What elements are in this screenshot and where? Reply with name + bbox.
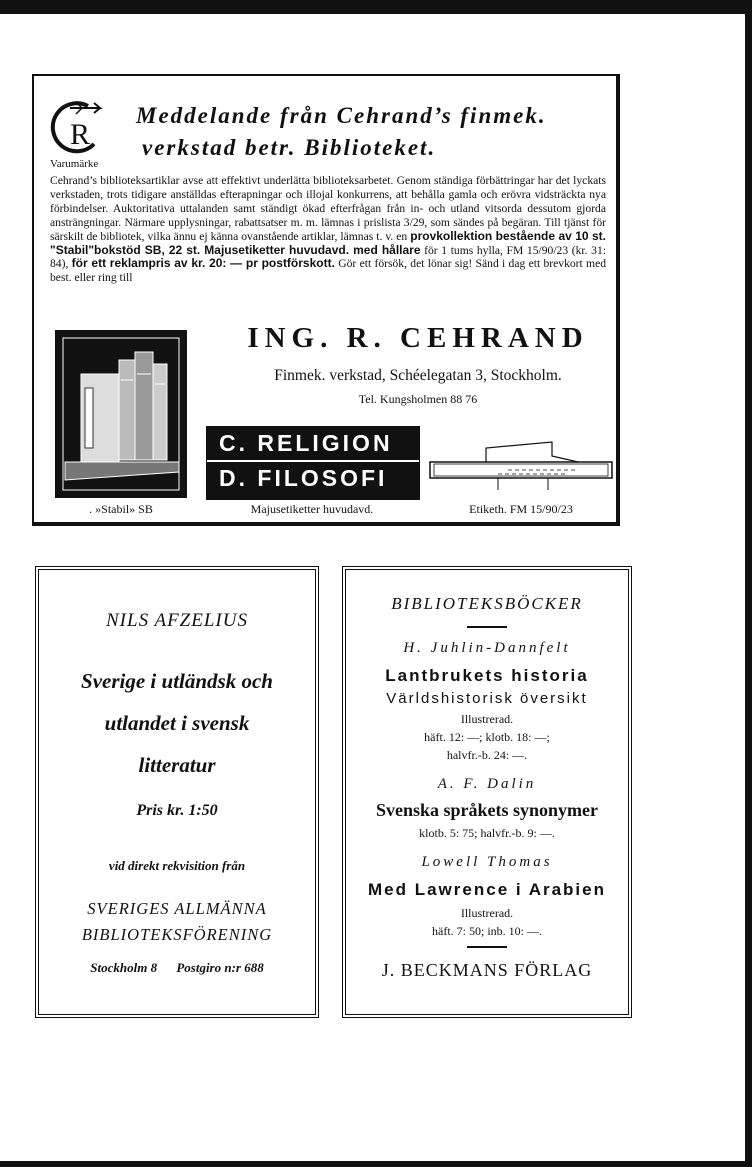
book3-author: Lowell Thomas [421,854,553,870]
book3-title: Med Lawrence i Arabien [368,880,606,899]
company-telephone: Tel. Kungsholmen 88 76 [358,392,478,406]
city: Stockholm 8 [90,960,158,975]
book1-subtitle: Världshistorisk översikt [386,690,588,707]
book3-price: häft. 7: 50; inb. 10: —. [432,924,542,938]
book1-note: Illustrerad. [460,712,514,726]
book-title-line-2: utlandet i svensk [104,711,250,735]
book-title-line-1: Sverige i utländsk och [81,669,273,693]
body-text [50,174,606,285]
label-line-2: D. FILOSOFI [207,460,419,495]
company-address: Finmek. verkstad, Schéelegatan 3, Stockholm. [274,367,562,384]
book2-price: klotb. 5: 75; halvfr.-b. 9: —. [419,826,555,840]
publisher-name: J. BECKMANS FÖRLAG [381,960,593,980]
headline [136,100,616,164]
book2-title: Svenska språkets synonymer [375,800,599,820]
company-name: ING. R. CEHRAND [247,322,589,354]
book-price: Pris kr. 1:50 [136,802,218,819]
book2-author: A. F. Dalin [437,776,537,792]
contact-line [39,960,315,976]
logo-letter: R [70,118,91,151]
divider [467,946,507,948]
etikett-caption: Etiketh. FM 15/90/23 [469,502,573,516]
book-title-line-3: litteratur [138,753,216,777]
book3-note: Illustrerad. [460,906,514,920]
headline-line-2: verkstad betr. Biblioteket. [142,135,437,160]
trademark-label: Varumärke [50,158,99,170]
beckmans-advertisement [342,566,632,1018]
bottom-border [0,1161,752,1167]
label-holder-illustration-icon [428,436,614,492]
divider [467,626,507,628]
book1-price-1: häft. 12: —; klotb. 18: —; [424,730,550,744]
body-part-1: Cehrand’s biblioteksartiklar avse att effektivt underlätta biblioteksarbetet. Genom ständiga förbättringar har det lyckats verkstaden, trots tidigare anställdas efterapningar och illojal konkurrens, att behålla gamla och erövra vidsträckta nya förbindelser. Auktoritativa uttalanden samt ständigt ökad efterfrågan från in- och utland vitsorda dessutom gjorda ansträngningar. Närmare upplysningar, rabattsatser m. m. lämnas i prislista 3/29, som sändes på begäran. Till tjänst för särskilt de bibliotek, vilka ännu ej känna ovanstående artiklar, lämnas t. v. en [50,174,606,243]
stabil-caption: . »Stabil» SB [89,502,153,516]
label-line-1: C. RELIGION [219,430,393,456]
publisher-organization [39,896,315,948]
book1-price-2: halvfr.-b. 24: —. [446,748,528,762]
org-line-1: SVERIGES ALLMÄNNA [87,899,267,918]
right-border [745,0,752,1167]
top-border [0,0,752,14]
postgiro: Postgiro n:r 688 [176,960,264,975]
ad-heading: BIBLIOTEKSBÖCKER [391,594,583,613]
headline-line-1: Meddelande från Cehrand’s finmek. [136,103,547,128]
org-line-2: BIBLIOTEKSFÖRENING [81,925,273,944]
stabil-bookend-illustration-icon [55,330,187,498]
cehrand-advertisement [32,74,620,526]
label-caption: Majusetiketter huvudavd. [250,502,374,516]
book1-title: Lantbrukets historia [385,666,589,685]
label-sample [206,426,420,500]
cehrand-trademark-logo-icon [48,94,108,160]
body-part-2: för 1 tums hylla, FM 15/90/23 (kr. 31: 84), [50,243,606,271]
afzelius-advertisement [35,566,319,1018]
book-author: NILS AFZELIUS [106,610,248,631]
body-part-3: Gör ett försök, det lönar sig! Sänd i dag ett brevkort med best. eller ring till [50,257,607,285]
book1-author: H. Juhlin-Dannfelt [403,640,571,656]
body-bold-1: provkollektion bestående av 10 st. "Stabil"bokstöd SB, 22 st. Majusetiketter huvudavd. med hållare [50,228,606,257]
requisition-note: vid direkt rekvisition från [108,858,246,873]
body-bold-2: för ett reklampris av kr. 20: — pr postförskott. [71,256,335,271]
book-title [39,660,315,786]
